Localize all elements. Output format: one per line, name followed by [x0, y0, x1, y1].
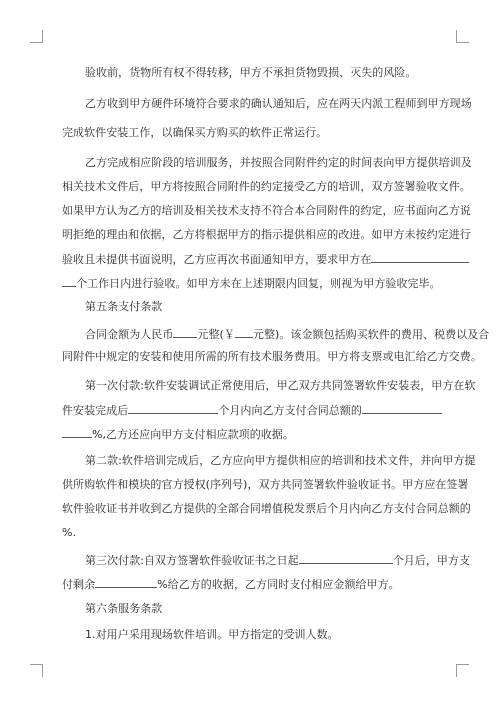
text-run: 1.对用户采用现场软件培训。甲方指定的受训人数。	[85, 628, 339, 641]
text-run: 个工作日内进行验收。如甲方未在上述期限内回复，则视为甲方验收完毕。	[76, 277, 441, 290]
text-line	[62, 350, 482, 364]
text-line	[85, 156, 472, 170]
crop-mark-top-left	[30, 30, 43, 43]
text-line	[62, 228, 471, 242]
text-run: 软件验收证书并收到乙方提供的全部合同增值税发票后个月内向乙方支付合同总额的	[62, 502, 471, 515]
blank-underline	[62, 427, 92, 438]
crop-mark-bottom-left	[30, 664, 43, 677]
text-run: 相关技术文件后，甲方将按照合同附件的约定接受乙方的培训，双方签署验收文件。	[62, 180, 471, 193]
text-line	[85, 327, 489, 342]
text-line	[85, 454, 476, 468]
text-run: 第一次付款:软件安装调试正常使用后，甲乙双方共同签署软件安装表，甲方在软	[85, 379, 476, 392]
text-run: 个月内向乙方支付合同总额的	[218, 404, 362, 417]
text-line	[62, 276, 441, 291]
text-line	[62, 526, 76, 540]
text-run: 元整(￥	[197, 328, 235, 341]
text-run: 乙方收到甲方硬件环境符合要求的确认通知后，应在两天内派工程师到甲方现场	[85, 97, 472, 110]
text-run: 供所购软件和模块的官方授权(序列号)，双方共同签署软件验收证书。甲方应在签署	[62, 478, 469, 491]
text-line	[85, 553, 470, 568]
blank-underline	[62, 276, 76, 287]
text-line	[62, 204, 471, 218]
text-run: 第三次付款:自双方签署软件验收证书之日起	[85, 554, 299, 567]
text-run: %给乙方的收据，乙方同时支付相应金额给甲方。	[157, 578, 400, 591]
text-run: 个月后，甲方支	[392, 554, 471, 567]
text-run: 付剩余	[62, 578, 96, 591]
text-line	[62, 180, 471, 194]
text-line	[62, 252, 469, 267]
text-line	[62, 403, 442, 418]
text-line	[62, 577, 400, 592]
crop-mark-top-right	[456, 30, 469, 43]
text-line	[85, 97, 472, 111]
text-run: 元整)。该金额包括购买软件的费用、税费以及合	[252, 328, 490, 341]
text-line	[62, 126, 327, 140]
crop-mark-bottom-right	[456, 664, 469, 677]
text-run: 明拒绝的理由和依据，乙方将根据甲方的指示提供相应的改进。如甲方未按约定进行	[62, 228, 471, 241]
text-line	[85, 628, 339, 642]
text-run: %.	[62, 526, 77, 539]
text-line	[62, 502, 471, 516]
text-line	[62, 427, 294, 442]
text-run: 乙方完成相应阶段的培训服务，并按照合同附件约定的时间表向甲方提供培训及	[85, 156, 472, 169]
text-run: 第二款:软件培训完成后，乙方应向甲方提供相应的培训和技术文件，并向甲方提	[85, 454, 476, 467]
blank-underline	[173, 327, 197, 338]
text-run: 第六条服务条款	[85, 602, 163, 615]
text-line	[62, 478, 468, 492]
text-run: 完成软件安装工作，以确保买方购买的软件正常运行。	[62, 126, 328, 139]
blank-underline	[128, 403, 218, 414]
text-run: 件安装完成后	[62, 404, 129, 417]
text-run: 验收且未提供书面说明，乙方应再次书面通知甲方，要求甲方在	[62, 253, 372, 266]
blank-underline	[95, 577, 157, 588]
section-heading	[85, 602, 162, 616]
blank-underline	[299, 553, 393, 564]
text-run: 如果甲方认为乙方的培训及相关技术支持不符合本合同附件的约定，应书面向乙方说	[62, 204, 471, 217]
text-run: 合同金额为人民币	[85, 328, 174, 341]
blank-underline	[371, 252, 469, 263]
text-run: 验收前，货物所有权不得转移，甲方不承担货物毁损、灭失的风险。	[85, 66, 417, 79]
blank-underline	[235, 327, 253, 338]
blank-underline	[362, 403, 442, 414]
text-run: 同附件中规定的安装和使用所需的所有技术服务费用。甲方将支票或电汇给乙方交费。	[62, 350, 482, 363]
text-line	[85, 379, 476, 393]
text-run: %,乙方还应向甲方支付相应款项的收据。	[92, 428, 294, 441]
section-heading	[85, 300, 162, 314]
text-run: 第五条支付条款	[85, 300, 163, 313]
text-line	[85, 66, 417, 80]
